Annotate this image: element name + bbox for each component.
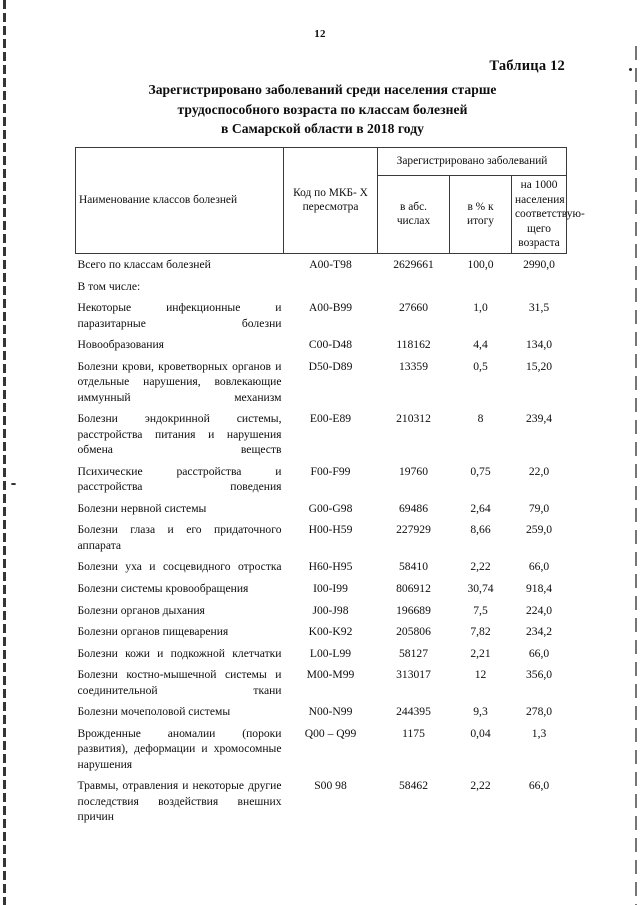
row-rate-per-1000: 224,0: [525, 603, 553, 617]
row-disease-class-name: Болезни системы кровообращения: [77, 582, 249, 595]
row-absolute-number: 27660: [399, 301, 428, 315]
header-abs-line-2: числах: [396, 215, 431, 228]
page-title-line-2: трудоспособного возраста по классам болезней: [177, 101, 468, 117]
row-percent-of-total: 9,3: [473, 705, 488, 719]
scan-speck-artifact: [629, 68, 632, 71]
header-cell-icd-code: [284, 148, 378, 254]
table-row: [76, 519, 567, 556]
row-absolute-number: 58127: [399, 646, 428, 660]
row-percent-of-total: 30,74: [467, 582, 494, 595]
header-cell-disease-class: Наименование классов болезней: [76, 148, 284, 254]
row-absolute-number: 196689: [396, 603, 431, 617]
row-disease-class-name: Врожденные аномалии (пороки развития), деформации и хромосомные нарушения: [77, 726, 282, 771]
row-rate-per-1000: 15,20: [525, 359, 553, 373]
row-rate-per-1000: 2990,0: [523, 257, 555, 271]
row-absolute-number: 313017: [396, 668, 431, 682]
row-absolute-number: 227929: [396, 523, 431, 537]
row-empty-cell: [284, 276, 378, 298]
row-percent-of-total: 8: [477, 412, 484, 426]
row-rate-per-1000: 1,3: [531, 726, 547, 740]
row-rate-per-1000: 22,0: [528, 464, 550, 478]
row-percent-of-total: 4,4: [473, 338, 488, 352]
row-empty-cell: [450, 276, 512, 298]
scan-edge-artifact-left: [3, 0, 6, 905]
row-icd-code: C00-D48: [308, 338, 353, 352]
header-cell-registered-group: Зарегистрировано заболеваний: [378, 148, 567, 176]
row-percent-of-total: 1,0: [473, 301, 488, 315]
table-row: [76, 334, 567, 356]
row-disease-class-name: Болезни крови, кроветворных органов и отдельные нарушения, вовлекающие иммунный механизм: [77, 359, 282, 404]
scan-edge-artifact-right: [635, 46, 637, 905]
table-header: [76, 148, 585, 254]
row-absolute-number: 13359: [399, 359, 428, 373]
row-percent-of-total: 100,0: [467, 257, 494, 271]
row-percent-of-total: 0,04: [470, 726, 491, 740]
header-cell-per-1000-population: [512, 176, 585, 254]
row-disease-class-name: Болезни мочеполовой системы: [77, 705, 231, 719]
row-icd-code: D50-D89: [308, 359, 353, 373]
row-disease-class-name: Всего по классам болезней: [77, 257, 211, 271]
scan-speck-artifact: [11, 483, 16, 485]
header-per1000-line-3: соответствую-: [515, 208, 585, 221]
row-rate-per-1000: 134,0: [525, 338, 553, 352]
row-icd-code: G00-G98: [308, 501, 353, 515]
row-icd-code: A00-T98: [309, 257, 352, 271]
row-percent-of-total: 2,64: [470, 501, 491, 515]
row-icd-code: M00-M99: [306, 668, 355, 682]
page-number: 12: [314, 28, 326, 40]
row-absolute-number: 19760: [399, 464, 428, 478]
table-caption: Таблица 12: [489, 58, 565, 74]
row-icd-code: A00-B99: [308, 301, 353, 315]
header-abs-line-1: в абс.: [400, 200, 427, 213]
row-rate-per-1000: 259,0: [525, 523, 553, 537]
row-percent-of-total: 2,22: [470, 560, 491, 574]
row-percent-of-total: 2,21: [470, 646, 491, 660]
table-row: [76, 775, 567, 828]
statistics-table: [75, 147, 585, 828]
row-disease-class-name: Новообразования: [77, 338, 165, 352]
row-empty-cell: [378, 276, 450, 298]
header-per1000-line-2: населения: [515, 193, 565, 206]
row-absolute-number: 58410: [399, 560, 428, 574]
row-absolute-number: 58462: [399, 779, 428, 793]
row-icd-code: Q00 – Q99: [304, 726, 357, 740]
table-row-subheading: [76, 276, 567, 298]
table-row: [76, 578, 567, 600]
row-absolute-number: 244395: [396, 705, 431, 719]
row-percent-of-total: 12: [474, 668, 487, 682]
table-row: [76, 600, 567, 622]
row-icd-code: L00-L99: [309, 646, 352, 660]
row-icd-code: H60-H95: [308, 560, 353, 574]
row-disease-class-name: Психические расстройства и расстройства поведения: [77, 464, 282, 494]
row-subheading-label: В том числе:: [77, 279, 141, 293]
row-icd-code: H00-H59: [308, 523, 353, 537]
header-icd-line-1: Код по МКБ- X: [293, 186, 368, 199]
table-row: [76, 461, 567, 498]
table-row: [76, 701, 567, 723]
row-rate-per-1000: 278,0: [525, 705, 553, 719]
row-percent-of-total: 0,75: [470, 464, 491, 478]
row-icd-code: K00-K92: [308, 625, 353, 639]
row-icd-code: I00-I99: [313, 582, 348, 595]
row-disease-class-name: Болезни органов пищеварения: [77, 625, 229, 639]
row-rate-per-1000: 66,0: [528, 560, 550, 574]
row-absolute-number: 210312: [396, 412, 431, 426]
row-absolute-number: 69486: [399, 501, 428, 515]
row-absolute-number: 205806: [396, 625, 431, 639]
page-title: [55, 80, 590, 139]
row-icd-code: N00-N99: [308, 705, 353, 719]
table-row: [76, 664, 567, 701]
table-row: [76, 408, 567, 461]
table-row: [76, 621, 567, 643]
header-cell-percent-of-total: в % к итогу: [450, 176, 512, 254]
page-title-line-1: Зарегистрировано заболеваний среди населения старше: [148, 82, 497, 97]
row-icd-code: F00-F99: [310, 464, 351, 478]
table-row: [76, 297, 567, 334]
row-disease-class-name: Некоторые инфекционные и паразитарные болезни: [77, 301, 282, 330]
row-rate-per-1000: 31,5: [528, 301, 550, 315]
row-disease-class-name: Болезни эндокринной системы, расстройства питания и нарушения обмена веществ: [77, 412, 282, 457]
table-row: [76, 556, 567, 578]
row-disease-class-name: Болезни глаза и его придаточного аппарата: [77, 523, 282, 552]
row-rate-per-1000: 239,4: [525, 412, 553, 426]
table-body: [76, 253, 567, 827]
row-absolute-number: 2629661: [393, 257, 434, 271]
header-icd-line-2: пересмотра: [302, 201, 359, 214]
row-percent-of-total: 2,22: [470, 779, 491, 793]
table-header-row-1: [76, 148, 567, 176]
row-disease-class-name: Травмы, отравления и некоторые другие последствия воздействия внешних причин: [77, 779, 282, 824]
table-row: [76, 643, 567, 665]
table-row: [76, 356, 567, 409]
row-icd-code: S00 98: [314, 779, 347, 793]
row-percent-of-total: 0,5: [473, 359, 488, 373]
row-absolute-number: 806912: [396, 582, 431, 595]
row-disease-class-name: Болезни кожи и подкожной клетчатки: [77, 646, 282, 660]
page-title-line-3: в Самарской области в 2018 году: [221, 121, 424, 137]
row-disease-class-name: Болезни нервной системы: [77, 501, 207, 515]
row-absolute-number: 118162: [396, 338, 431, 352]
row-percent-of-total: 7,5: [473, 603, 488, 617]
row-disease-class-name: Болезни органов дыхания: [77, 603, 205, 617]
row-percent-of-total: 7,82: [470, 625, 491, 639]
header-cell-absolute-numbers: [378, 176, 450, 254]
row-icd-code: E00-E89: [309, 412, 352, 426]
row-icd-code: J00-J98: [312, 603, 349, 617]
statistics-table-container: [75, 147, 585, 828]
table-row: [76, 253, 567, 275]
row-rate-per-1000: 66,0: [528, 646, 550, 660]
row-absolute-number: 1175: [402, 726, 425, 740]
header-per1000-line-1: на 1000: [520, 179, 558, 191]
table-row: [76, 723, 567, 776]
row-disease-class-name: Болезни уха и сосцевидного отростка: [77, 560, 282, 574]
row-rate-per-1000: 918,4: [525, 582, 553, 595]
row-rate-per-1000: 356,0: [525, 668, 553, 682]
row-rate-per-1000: 234,2: [525, 625, 553, 639]
row-disease-class-name: Болезни костно-мышечной системы и соединительной ткани: [77, 668, 282, 697]
table-row: [76, 498, 567, 520]
header-per1000-line-4: щего возраста: [518, 222, 560, 250]
row-rate-per-1000: 66,0: [528, 779, 550, 793]
row-percent-of-total: 8,66: [470, 523, 491, 537]
row-rate-per-1000: 79,0: [528, 501, 550, 515]
row-empty-cell: [512, 276, 567, 298]
